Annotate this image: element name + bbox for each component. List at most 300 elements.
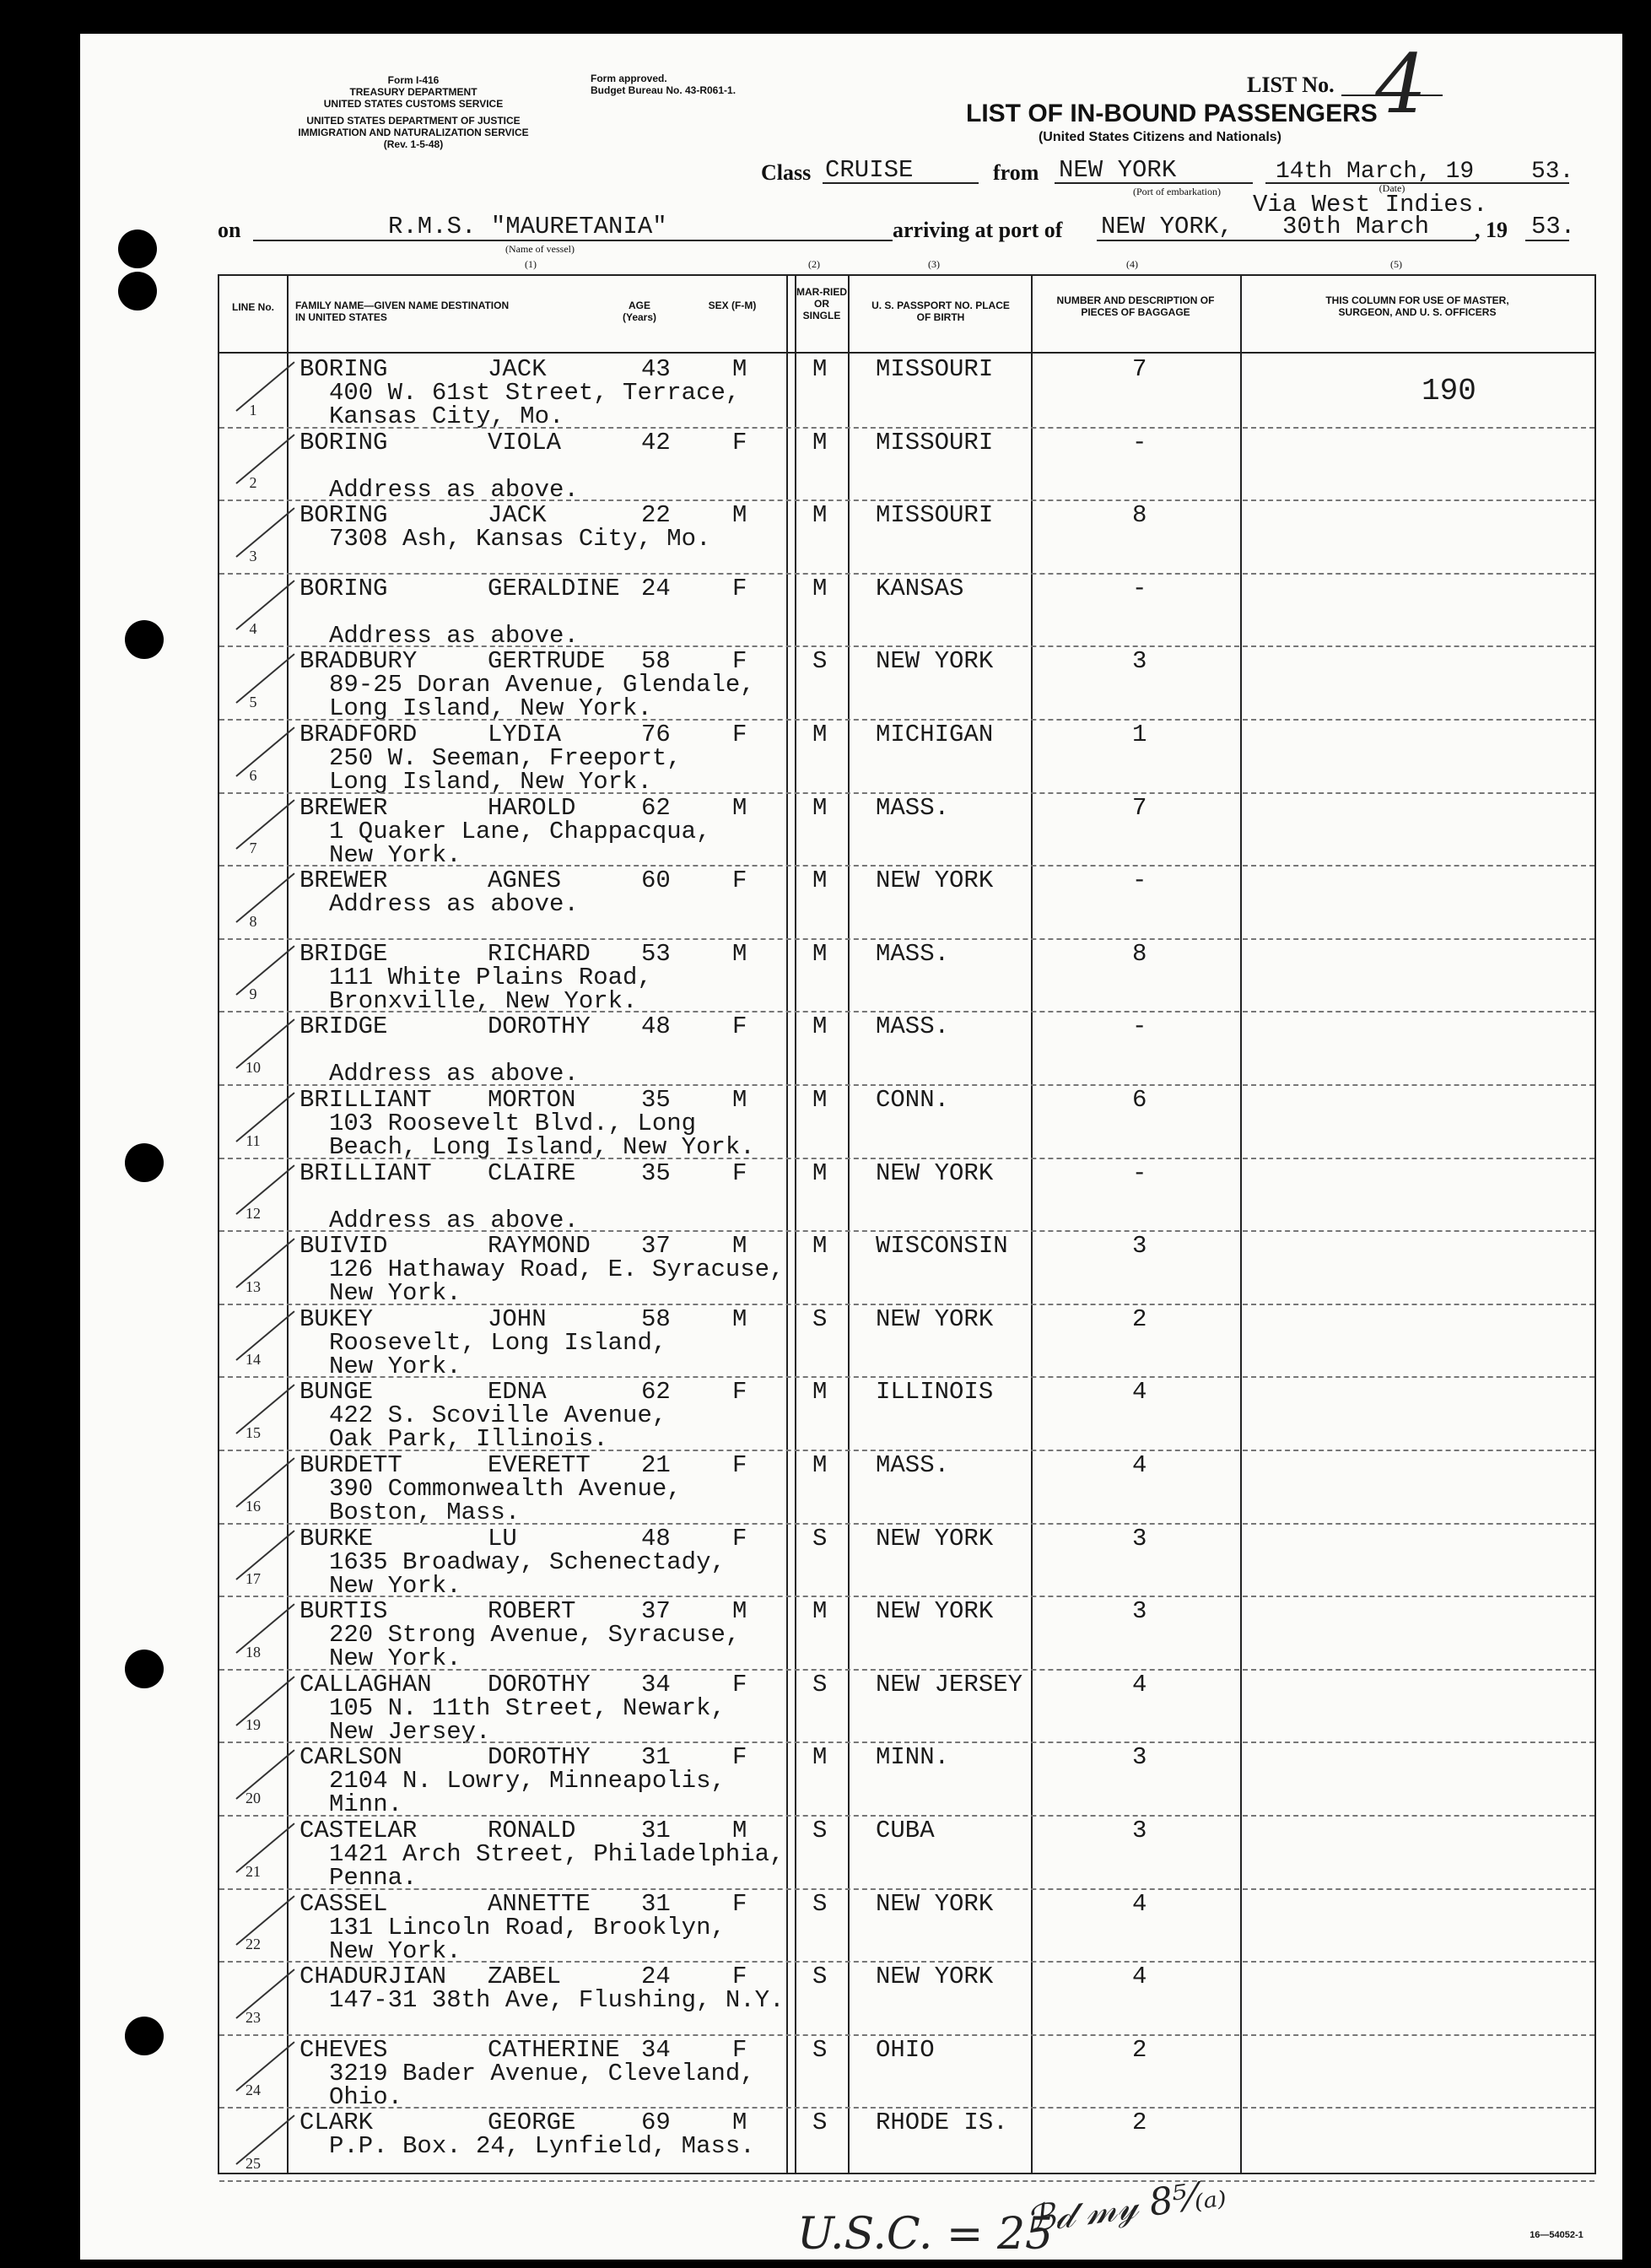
approval-block — [591, 73, 810, 96]
place-of-birth: NEW YORK — [876, 867, 994, 895]
sex: M — [732, 1817, 747, 1844]
table-row — [219, 1815, 1594, 1892]
sex: F — [732, 1451, 747, 1479]
line-number: 19 — [245, 1716, 261, 1734]
family-name: BURDETT — [299, 1451, 402, 1479]
baggage-count: 4 — [1132, 1889, 1147, 1918]
arrival-year-prefix: , 19 — [1475, 218, 1508, 242]
family-name: BRIDGE — [299, 939, 388, 968]
table-row — [219, 1158, 1594, 1234]
baggage-count: 3 — [1132, 647, 1147, 676]
address-line-1: 3219 Bader Avenue, Cleveland, — [329, 2059, 755, 2087]
marital-status: M — [812, 1597, 828, 1626]
table-row — [219, 1450, 1594, 1526]
ins-service: IMMIGRATION AND NATURALIZATION SERVICE — [298, 127, 529, 138]
age: 48 — [641, 1012, 671, 1041]
header-sex: SEX (F-M) — [708, 300, 757, 311]
family-name: BREWER — [299, 867, 388, 895]
family-name: BORING — [299, 501, 388, 530]
table-row — [219, 719, 1594, 796]
place-of-birth: MISSOURI — [876, 355, 994, 383]
embark-caption: (Port of embarkation) — [1133, 186, 1221, 197]
address-line-1: 2104 N. Lowry, Minneapolis, — [329, 1767, 726, 1796]
sex: F — [732, 1378, 747, 1407]
marital-status: S — [812, 1817, 828, 1844]
sex: F — [732, 1963, 747, 1991]
age: 24 — [641, 1963, 671, 1991]
header-officers: THIS COLUMN FOR USE OF MASTER, SURGEON, AND U. S. OFFICERS — [1325, 294, 1509, 318]
marital-status: M — [812, 1086, 828, 1114]
address-line-1: 89-25 Doran Avenue, Glendale, — [329, 671, 755, 699]
baggage-count: 2 — [1132, 2035, 1147, 2064]
age: 62 — [641, 1378, 671, 1407]
sex: F — [732, 1670, 747, 1698]
handwritten-total: U.S.C. = 25 — [797, 2209, 1054, 2260]
table-row — [219, 427, 1594, 504]
given-name: ZABEL — [488, 1963, 562, 1991]
baggage-count: 4 — [1132, 1378, 1147, 1407]
line-number: 12 — [245, 1205, 261, 1223]
header-age: AGE (Years) — [622, 300, 657, 323]
form-id: Form I-416 — [387, 74, 440, 86]
table-row — [219, 1304, 1594, 1380]
revision: (Rev. 1-5-48) — [383, 138, 444, 150]
place-of-birth: MASS. — [876, 1012, 950, 1041]
address-line-2: Bronxville, New York. — [329, 986, 638, 1015]
baggage-count: 3 — [1132, 1524, 1147, 1552]
column-number-5: (5) — [1390, 258, 1402, 270]
baggage-count: - — [1132, 428, 1147, 456]
place-of-birth: MASS. — [876, 1451, 950, 1479]
address-line-1: 422 S. Scoville Avenue, — [329, 1401, 667, 1430]
place-of-birth: NEW YORK — [876, 1963, 994, 1991]
column-number-3: (3) — [928, 258, 940, 270]
baggage-count: 6 — [1132, 1086, 1147, 1114]
family-name: BUIVID — [299, 1232, 388, 1261]
baggage-count: 8 — [1132, 501, 1147, 530]
sex: M — [732, 501, 747, 530]
place-of-birth: KANSAS — [876, 574, 964, 602]
marital-status: S — [812, 2109, 828, 2137]
family-name: BURTIS — [299, 1597, 388, 1626]
address-line-2: Minn. — [329, 1790, 403, 1819]
line-number: 15 — [245, 1423, 261, 1441]
place-of-birth: CONN. — [876, 1086, 950, 1114]
arrival-port: NEW YORK, — [1101, 213, 1233, 240]
table-row — [219, 938, 1594, 1015]
marital-status: S — [812, 647, 828, 676]
given-name: VIOLA — [488, 428, 562, 456]
age: 76 — [641, 721, 671, 748]
column-number-1: (1) — [525, 258, 537, 270]
address-line-2: Address as above. — [329, 475, 579, 504]
sex: F — [732, 721, 747, 748]
given-name: HAROLD — [488, 793, 576, 822]
line-number: 2 — [249, 474, 257, 492]
address-line-2: New York. — [329, 1936, 461, 1965]
baggage-count: 3 — [1132, 1817, 1147, 1844]
line-number: 11 — [245, 1131, 261, 1149]
family-name: BRADFORD — [299, 721, 418, 748]
address-line-2: New York. — [329, 1352, 461, 1380]
marital-status: S — [812, 1963, 828, 1991]
age: 60 — [641, 867, 671, 895]
baggage-count: 2 — [1132, 2109, 1147, 2137]
vessel-caption: (Name of vessel) — [505, 243, 575, 255]
baggage-count: - — [1132, 1158, 1147, 1187]
table-row — [219, 1011, 1594, 1088]
page-title: LIST OF IN-BOUND PASSENGERS — [966, 100, 1378, 127]
page-subtitle: (United States Citizens and Nationals) — [1038, 130, 1282, 144]
family-name: CARLSON — [299, 1743, 402, 1772]
line-number: 3 — [249, 547, 257, 564]
line-number: 7 — [249, 840, 257, 857]
address-line-1: 7308 Ash, Kansas City, Mo. — [329, 525, 711, 554]
place-of-birth: CUBA — [876, 1817, 935, 1844]
given-name: LYDIA — [488, 721, 562, 748]
given-name: JACK — [488, 501, 547, 530]
on-label: on — [218, 218, 241, 242]
line-number: 23 — [245, 2008, 261, 2026]
age: 37 — [641, 1232, 671, 1261]
baggage-count: 3 — [1132, 1597, 1147, 1626]
baggage-count: - — [1132, 867, 1147, 895]
arrival-date: 30th March — [1282, 213, 1430, 240]
via-route: Via West Indies. — [1253, 191, 1488, 219]
address-line-1: Address as above. — [329, 890, 579, 919]
address-line-2: Beach, Long Island, New York. — [329, 1133, 755, 1161]
line-number: 20 — [245, 1789, 261, 1806]
department: TREASURY DEPARTMENT — [349, 86, 477, 98]
sex: F — [732, 1524, 747, 1552]
age: 31 — [641, 1817, 671, 1844]
line-number: 14 — [245, 1351, 261, 1369]
budget-bureau: Budget Bureau No. 43-R061-1. — [591, 84, 736, 96]
given-name: DOROTHY — [488, 1670, 591, 1698]
line-number: 8 — [249, 912, 257, 930]
age: 22 — [641, 501, 671, 530]
date-caption: (Date) — [1379, 182, 1406, 194]
place-of-birth: MASS. — [876, 939, 950, 968]
class-label: Class — [761, 160, 812, 185]
age: 31 — [641, 1743, 671, 1772]
marital-status: M — [812, 1012, 828, 1041]
marital-status: S — [812, 1670, 828, 1698]
place-of-birth: MISSOURI — [876, 428, 994, 456]
sex: F — [732, 574, 747, 602]
given-name: ANNETTE — [488, 1889, 591, 1918]
address-line-1: 220 Strong Avenue, Syracuse, — [329, 1621, 741, 1650]
family-name: CALLAGHAN — [299, 1670, 432, 1698]
header-baggage: NUMBER AND DESCRIPTION OF PIECES OF BAGGAGE — [1056, 294, 1215, 318]
address-line-2: Address as above. — [329, 1060, 579, 1088]
table-row — [219, 1961, 1594, 2034]
address-line-2: Penna. — [329, 1864, 418, 1892]
baggage-count: 4 — [1132, 1451, 1147, 1479]
vessel-name: R.M.S. "MAURETANIA" — [388, 213, 667, 240]
address-line-2: Oak Park, Illinois. — [329, 1425, 608, 1454]
marital-status: M — [812, 1378, 828, 1407]
baggage-count: 2 — [1132, 1304, 1147, 1333]
given-name: DOROTHY — [488, 1743, 591, 1772]
punch-hole — [118, 272, 157, 310]
place-of-birth: NEW YORK — [876, 1158, 994, 1187]
sex: F — [732, 2035, 747, 2064]
sex: F — [732, 647, 747, 676]
table-row — [219, 1596, 1594, 1673]
sex: M — [732, 355, 747, 383]
address-line-1: 126 Hathaway Road, E. Syracuse, — [329, 1256, 785, 1284]
place-of-birth: NEW YORK — [876, 1597, 994, 1626]
place-of-birth: MISSOURI — [876, 501, 994, 530]
given-name: GEORGE — [488, 2109, 576, 2137]
place-of-birth: WISCONSIN — [876, 1232, 1008, 1261]
place-of-birth: NEW JERSEY — [876, 1670, 1023, 1698]
arrival-underline — [1097, 240, 1476, 241]
family-name: CLARK — [299, 2109, 374, 2137]
form-reference-block — [211, 74, 616, 150]
address-line-2: Address as above. — [329, 1206, 579, 1234]
table-row — [219, 500, 1594, 573]
address-line-2: New York. — [329, 1571, 461, 1600]
age: 34 — [641, 2035, 671, 2064]
baggage-count: - — [1132, 574, 1147, 602]
family-name: CHEVES — [299, 2035, 388, 2064]
age: 62 — [641, 793, 671, 822]
given-name: CLAIRE — [488, 1158, 576, 1187]
line-number: 5 — [249, 693, 257, 710]
address-line-1: 1 Quaker Lane, Chappacqua, — [329, 817, 711, 845]
table-row — [219, 1742, 1594, 1819]
customs-service: UNITED STATES CUSTOMS SERVICE — [323, 98, 504, 110]
from-label: from — [993, 160, 1039, 185]
line-number: 18 — [245, 1643, 261, 1660]
justice-department: UNITED STATES DEPARTMENT OF JUSTICE — [306, 115, 521, 127]
list-no-value: 4 — [1375, 37, 1427, 132]
age: 35 — [641, 1086, 671, 1114]
age: 37 — [641, 1597, 671, 1626]
place-of-birth: MICHIGAN — [876, 721, 994, 748]
marital-status: M — [812, 867, 828, 895]
place-of-birth: MINN. — [876, 1743, 950, 1772]
marital-status: M — [812, 1158, 828, 1187]
given-name: GERTRUDE — [488, 647, 606, 676]
sex: M — [732, 793, 747, 822]
age: 34 — [641, 1670, 671, 1698]
passenger-table — [218, 274, 1596, 2174]
sex: F — [732, 1889, 747, 1918]
place-of-birth: NEW YORK — [876, 1889, 994, 1918]
table-row — [219, 1888, 1594, 1965]
marital-status: M — [812, 939, 828, 968]
address-line-2: New York. — [329, 1644, 461, 1673]
address-line-2: New Jersey. — [329, 1717, 491, 1746]
given-name: ROBERT — [488, 1597, 576, 1626]
address-line-1: 103 Roosevelt Blvd., Long — [329, 1110, 697, 1137]
age: 35 — [641, 1158, 671, 1187]
date-underline — [1265, 182, 1569, 184]
line-number: 22 — [245, 1936, 261, 1953]
line-number: 4 — [249, 620, 257, 638]
list-no-label: LIST No. — [1247, 73, 1335, 97]
table-row — [219, 1230, 1594, 1308]
given-name: LU — [488, 1524, 517, 1552]
class-underline — [823, 182, 979, 184]
line-number: 25 — [245, 2154, 261, 2172]
age: 48 — [641, 1524, 671, 1552]
given-name: JACK — [488, 355, 547, 383]
table-row — [219, 1669, 1594, 1746]
age: 43 — [641, 355, 671, 383]
family-name: BRIDGE — [299, 1012, 388, 1041]
sex: M — [732, 939, 747, 968]
address-line-1: Roosevelt, Long Island, — [329, 1328, 667, 1357]
vessel-underline — [253, 240, 893, 241]
sex: F — [732, 1743, 747, 1772]
family-name: BUKEY — [299, 1304, 374, 1333]
table-row — [219, 2107, 1594, 2180]
address-line-2: Address as above. — [329, 621, 579, 650]
family-name: BRADBURY — [299, 647, 418, 676]
age: 58 — [641, 647, 671, 676]
family-name: BRILLIANT — [299, 1086, 432, 1114]
header-name: FAMILY NAME—GIVEN NAME DESTINATION IN UNITED STATES — [295, 300, 510, 323]
sex: M — [732, 1597, 747, 1626]
address-line-1: 105 N. 11th Street, Newark, — [329, 1693, 726, 1722]
from-value: NEW YORK — [1059, 156, 1177, 184]
header-line-no: LINE No. — [232, 301, 274, 313]
family-name: CASTELAR — [299, 1817, 418, 1844]
family-name: BURKE — [299, 1524, 374, 1552]
punch-hole — [125, 2017, 164, 2055]
address-line-1: 1421 Arch Street, Philadelphia, — [329, 1840, 785, 1868]
sex: M — [732, 1086, 747, 1114]
baggage-count: 3 — [1132, 1743, 1147, 1772]
column-number-4: (4) — [1126, 258, 1138, 270]
address-line-1: 390 Commonwealth Avenue, — [329, 1475, 682, 1503]
handwritten-signature: ℬ𝒹 𝓂𝓎 8⁵⁄₍ₐ₎ — [1022, 2171, 1229, 2243]
line-number: 9 — [249, 986, 257, 1003]
baggage-count: 8 — [1132, 939, 1147, 968]
line-number: 13 — [245, 1277, 261, 1295]
arrival-year-underline — [1525, 240, 1569, 241]
given-name: AGNES — [488, 867, 562, 895]
age: 53 — [641, 939, 671, 968]
family-name: BREWER — [299, 793, 388, 822]
depart-date: 14th March, 19 — [1276, 159, 1475, 185]
family-name: BORING — [299, 574, 388, 602]
sex: F — [732, 1158, 747, 1187]
place-of-birth: RHODE IS. — [876, 2109, 1008, 2137]
marital-status: M — [812, 721, 828, 748]
marital-status: M — [812, 1232, 828, 1261]
marital-status: M — [812, 574, 828, 602]
address-line-1: 111 White Plains Road, — [329, 963, 652, 991]
line-number: 1 — [249, 401, 257, 418]
baggage-count: - — [1132, 1012, 1147, 1041]
table-row — [219, 2034, 1594, 2111]
address-line-1: 1635 Broadway, Schenectady, — [329, 1547, 726, 1576]
family-name: BORING — [299, 428, 388, 456]
punch-hole — [118, 230, 157, 268]
arrival-year: 53. — [1531, 213, 1576, 240]
marital-status: M — [812, 793, 828, 822]
table-row — [219, 354, 1594, 430]
form-code: 16—54052-1 — [1530, 2230, 1584, 2240]
marital-status: M — [812, 428, 828, 456]
given-name: RONALD — [488, 1817, 576, 1844]
place-of-birth: ILLINOIS — [876, 1378, 994, 1407]
place-of-birth: NEW YORK — [876, 1524, 994, 1552]
given-name: RAYMOND — [488, 1232, 591, 1261]
address-line-2: Long Island, New York. — [329, 694, 652, 723]
age: 21 — [641, 1451, 671, 1479]
age: 42 — [641, 428, 671, 456]
given-name: MORTON — [488, 1086, 576, 1114]
class-value: CRUISE — [825, 156, 914, 184]
given-name: GERALDINE — [488, 574, 620, 602]
given-name: DOROTHY — [488, 1012, 591, 1041]
depart-year: 53. — [1531, 159, 1574, 185]
family-name: CHADURJIAN — [299, 1963, 447, 1991]
table-row — [219, 1084, 1594, 1161]
sex: F — [732, 428, 747, 456]
marital-status: S — [812, 1524, 828, 1552]
baggage-count: 7 — [1132, 793, 1147, 822]
marital-status: M — [812, 1743, 828, 1772]
line-number: 16 — [245, 1497, 261, 1515]
table-row — [219, 792, 1594, 869]
baggage-count: 4 — [1132, 1670, 1147, 1698]
baggage-count: 4 — [1132, 1963, 1147, 1991]
officer-note: 190 — [1422, 374, 1476, 408]
punch-hole — [125, 1650, 164, 1688]
from-underline — [1055, 182, 1253, 184]
baggage-count: 3 — [1132, 1232, 1147, 1261]
address-line-1: P.P. Box. 24, Lynfield, Mass. — [329, 2132, 755, 2161]
line-number: 6 — [249, 766, 257, 784]
family-name: CASSEL — [299, 1889, 388, 1918]
address-line-1: 400 W. 61st Street, Terrace, — [329, 379, 741, 407]
place-of-birth: NEW YORK — [876, 1304, 994, 1333]
age: 69 — [641, 2109, 671, 2137]
row-divider — [219, 2180, 1594, 2182]
marital-status: S — [812, 1304, 828, 1333]
place-of-birth: MASS. — [876, 793, 950, 822]
table-row — [219, 573, 1594, 650]
given-name: CATHERINE — [488, 2035, 620, 2064]
punch-hole — [125, 620, 164, 659]
table-row — [219, 1523, 1594, 1600]
address-line-1: 147-31 38th Ave, Flushing, N.Y. — [329, 1986, 785, 2015]
given-name: EDNA — [488, 1378, 547, 1407]
punch-hole — [125, 1143, 164, 1182]
line-number: 24 — [245, 2082, 261, 2099]
arriving-label: arriving at port of — [893, 218, 1063, 242]
baggage-count: 7 — [1132, 355, 1147, 383]
address-line-2: Boston, Mass. — [329, 1498, 521, 1526]
marital-status: M — [812, 1451, 828, 1479]
sex: M — [732, 1232, 747, 1261]
given-name: RICHARD — [488, 939, 591, 968]
marital-status: S — [812, 2035, 828, 2064]
given-name: JOHN — [488, 1304, 547, 1333]
header-married: MAR-RIED OR SINGLE — [796, 286, 847, 321]
family-name: BORING — [299, 355, 388, 383]
age: 24 — [641, 574, 671, 602]
marital-status: S — [812, 1889, 828, 1918]
place-of-birth: OHIO — [876, 2035, 935, 2064]
